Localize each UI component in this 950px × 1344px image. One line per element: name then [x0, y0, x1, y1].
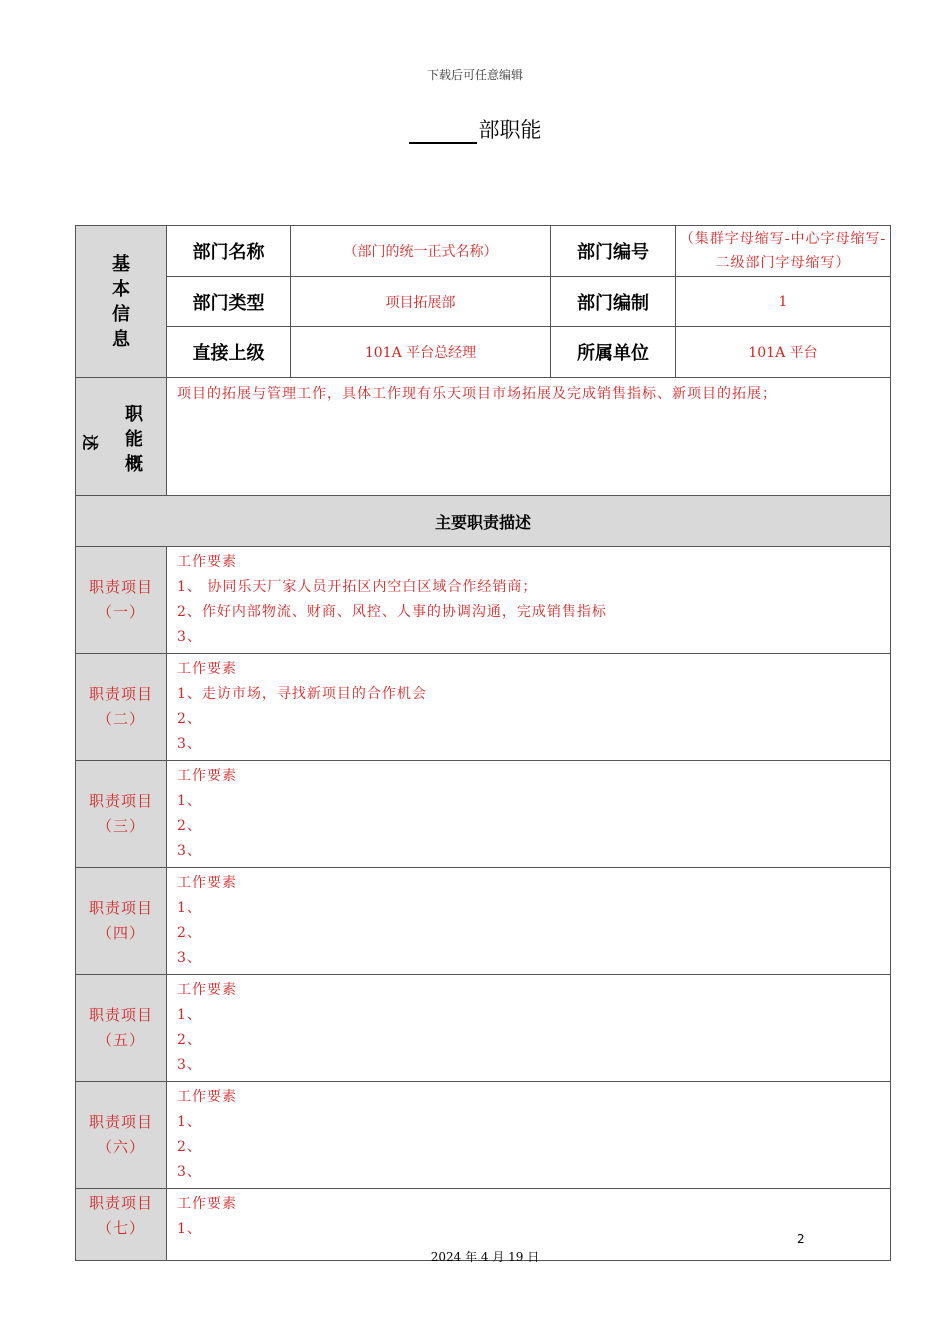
- dept-type-label: 部门类型: [167, 277, 291, 327]
- header-note: 下载后可任意编辑: [426, 68, 523, 82]
- direct-superior-label: 直接上级: [167, 327, 291, 378]
- basic-info-label: 基 本 信 息: [76, 226, 167, 378]
- duty-content[interactable]: 工作要素 1、 2、 3、: [167, 975, 891, 1082]
- duty-label: 职责项目 （七）: [76, 1189, 167, 1261]
- dept-code-label: 部门编号: [551, 226, 676, 277]
- duty-content[interactable]: 工作要素 1、 2、 3、: [167, 1082, 891, 1189]
- affiliated-unit-value[interactable]: 101A 平台: [676, 327, 891, 378]
- dept-staffing-value[interactable]: 1: [676, 277, 891, 327]
- duty-label: 职责项目 （六）: [76, 1082, 167, 1189]
- department-function-table: [75, 225, 891, 1261]
- duties-section-header: 主要职责描述: [76, 496, 891, 547]
- dept-name-value[interactable]: （部门的统一正式名称）: [291, 226, 551, 277]
- affiliated-unit-label: 所属单位: [551, 327, 676, 378]
- duty-content[interactable]: 工作要素 1、走访市场，寻找新项目的合作机会 2、 3、: [167, 654, 891, 761]
- duty-label: 职责项目 （四）: [76, 868, 167, 975]
- duty-content[interactable]: 工作要素 1、 2、 3、: [167, 761, 891, 868]
- function-summary-side-mark: 述: [80, 434, 100, 451]
- page-title: [0, 114, 950, 144]
- title-blank-line[interactable]: [409, 122, 477, 144]
- duty-label: 职责项目 （五）: [76, 975, 167, 1082]
- dept-code-value[interactable]: （集群字母缩写-中心字母缩写-二级部门字母缩写）: [676, 226, 891, 277]
- duty-label: 职责项目 （一）: [76, 547, 167, 654]
- duty-label: 职责项目 （三）: [76, 761, 167, 868]
- duty-content[interactable]: 工作要素 1、 2、 3、: [167, 868, 891, 975]
- title-text: 部职能: [478, 118, 542, 142]
- dept-type-value[interactable]: 项目拓展部: [291, 277, 551, 327]
- direct-superior-value[interactable]: 101A 平台总经理: [291, 327, 551, 378]
- dept-staffing-label: 部门编制: [551, 277, 676, 327]
- function-summary-label: 述 职 能 概: [76, 378, 167, 496]
- duty-content[interactable]: 工作要素 1、 协同乐天厂家人员开拓区内空白区域合作经销商； 2、作好内部物流、财商、风控、人事的协调沟通，完成销售指标 3、: [167, 547, 891, 654]
- function-summary-text[interactable]: 项目的拓展与管理工作，具体工作现有乐天项目市场拓展及完成销售指标、新项目的拓展；: [167, 378, 891, 496]
- duty-label: 职责项目 （二）: [76, 654, 167, 761]
- footer-date: 2024 年 4 月 19 日: [430, 1250, 540, 1264]
- dept-name-label: 部门名称: [167, 226, 291, 277]
- duty-content[interactable]: 工作要素 1、: [167, 1189, 891, 1261]
- page-number: 2: [797, 1232, 805, 1246]
